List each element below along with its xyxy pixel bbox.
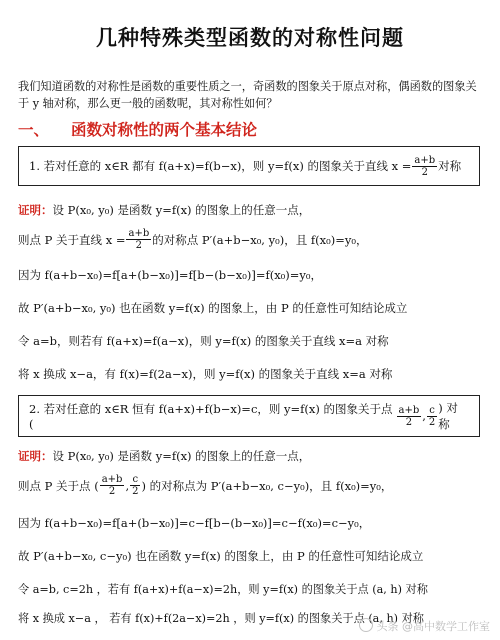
- proof-2-line-4: 故 P′(a+b−x₀, c−y₀) 也在函数 y=f(x) 的图象上，由 P 的任意性可知结论成立: [18, 549, 424, 563]
- conclusion-2-text: 2. 若对任意的 x∈R 恒有 f(a+x)+f(b−x)=c，则 y=f(x) 的图象关于点 (: [29, 402, 393, 431]
- fraction-numerator: a+b: [101, 474, 123, 485]
- watermark: [359, 618, 491, 634]
- conclusion-2-fraction-2: [427, 405, 437, 428]
- section-title: 函数对称性的两个基本结论: [71, 121, 258, 139]
- proof-1-line-3: 因为 f(a+b−x₀)=f[a+(b−x₀)]=f[b−(b−x₀)]=f(x₀)=y₀，: [18, 268, 323, 282]
- fraction-denominator: 2: [135, 240, 143, 251]
- fraction-denominator: 2: [132, 486, 139, 497]
- fraction-numerator: a+b: [398, 404, 420, 416]
- proof-2-line-3: 因为 f(a+b−x₀)=f[a+(b−x₀)]=c−f[b−(b−x₀)]=c−f(x₀)=c−y₀，: [18, 516, 371, 530]
- proof-1-line-5: 令 a=b，则若有 f(a+x)=f(a−x)，则 y=f(x) 的图象关于直线 x=a 对称: [18, 334, 389, 348]
- proof-2-line-5: 令 a=b, c=2h ，若有 f(a+x)+f(a−x)=2h，则 y=f(x) 的图象关于点 (a, h) 对称: [18, 583, 428, 596]
- conclusion-2-suffix: ) 对称: [438, 401, 458, 431]
- proof-1-line-1: [18, 202, 484, 218]
- page-title: 几种特殊类型函数的对称性问题: [96, 26, 404, 50]
- proof-2-text-2b: ) 的对称点为 P′(a+b−x₀, c−y₀)，且 f(x₀)=y₀，: [141, 478, 393, 493]
- proof-2-line-1: [18, 448, 484, 464]
- section-heading: [18, 118, 257, 140]
- fraction-numerator: c: [130, 474, 140, 486]
- watermark-logo-icon: [359, 618, 373, 632]
- fraction-numerator: c: [427, 405, 437, 417]
- conclusion-1-fraction: [412, 155, 437, 178]
- fraction-numerator: a+b: [414, 154, 436, 166]
- proof-label: 证明：: [18, 203, 53, 217]
- section-number: 一、: [18, 121, 50, 139]
- proof-2-separator: ,: [125, 478, 130, 493]
- proof-1-line-6: 将 x 换成 x−a，有 f(x)=f(2a−x)，则 y=f(x) 的图象关于直线 x=a 对称: [18, 367, 393, 381]
- proof-2-line-2: [18, 474, 484, 497]
- proof-2-fraction-1: [100, 474, 125, 497]
- proof-2-text-2a: 则点 P 关于点 (: [18, 478, 99, 493]
- conclusion-1-suffix: 对称: [438, 159, 462, 173]
- fraction-denominator: 2: [108, 486, 116, 497]
- proof-label: 证明：: [18, 449, 53, 463]
- proof-1-fraction: [126, 228, 151, 251]
- proof-1-line-2: [18, 228, 484, 251]
- fraction-denominator: 2: [421, 166, 428, 178]
- proof-1-line-4: 故 P′(a+b−x₀, y₀) 也在函数 y=f(x) 的图象上，由 P 的任意性可知结论成立: [18, 301, 408, 315]
- intro-paragraph: 我们知道函数的对称性是函数的重要性质之一，奇函数的图象关于原点对称，偶函数的图象关于 y 轴对称，那么更一般的函数呢，其对称性如何？: [18, 80, 477, 110]
- watermark-text: 头条 @高中数学工作室: [376, 620, 490, 633]
- fraction-denominator: 2: [428, 416, 436, 428]
- conclusion-1-text: 1. 若对任意的 x∈R 都有 f(a+x)=f(b−x)，则 y=f(x) 的图象关于直线 x =: [29, 159, 412, 173]
- fraction-denominator: 2: [405, 416, 413, 428]
- fraction-numerator: a+b: [128, 228, 150, 239]
- conclusion-2-box: [18, 395, 480, 437]
- proof-2-fraction-2: [130, 474, 140, 497]
- conclusion-2-fraction-1: [397, 405, 422, 428]
- proof-1-text-2a: 则点 P 关于直线 x =: [18, 232, 126, 247]
- proof-2-text-1: 设 P(x₀, y₀) 是函数 y=f(x) 的图象上的任意一点，: [52, 449, 311, 463]
- proof-2-line-6: 将 x 换成 x−a ， 若有 f(x)+f(2a−x)=2h ，则 y=f(x) 的图象关于点 (a, h) 对称: [18, 612, 424, 625]
- proof-1-text-1: 设 P(x₀, y₀) 是函数 y=f(x) 的图象上的任意一点，: [52, 203, 311, 217]
- conclusion-2-separator: ,: [422, 409, 426, 423]
- proof-1-text-2b: 的对称点 P′(a+b−x₀, y₀)，且 f(x₀)=y₀，: [152, 232, 368, 247]
- conclusion-1-box: [18, 146, 480, 186]
